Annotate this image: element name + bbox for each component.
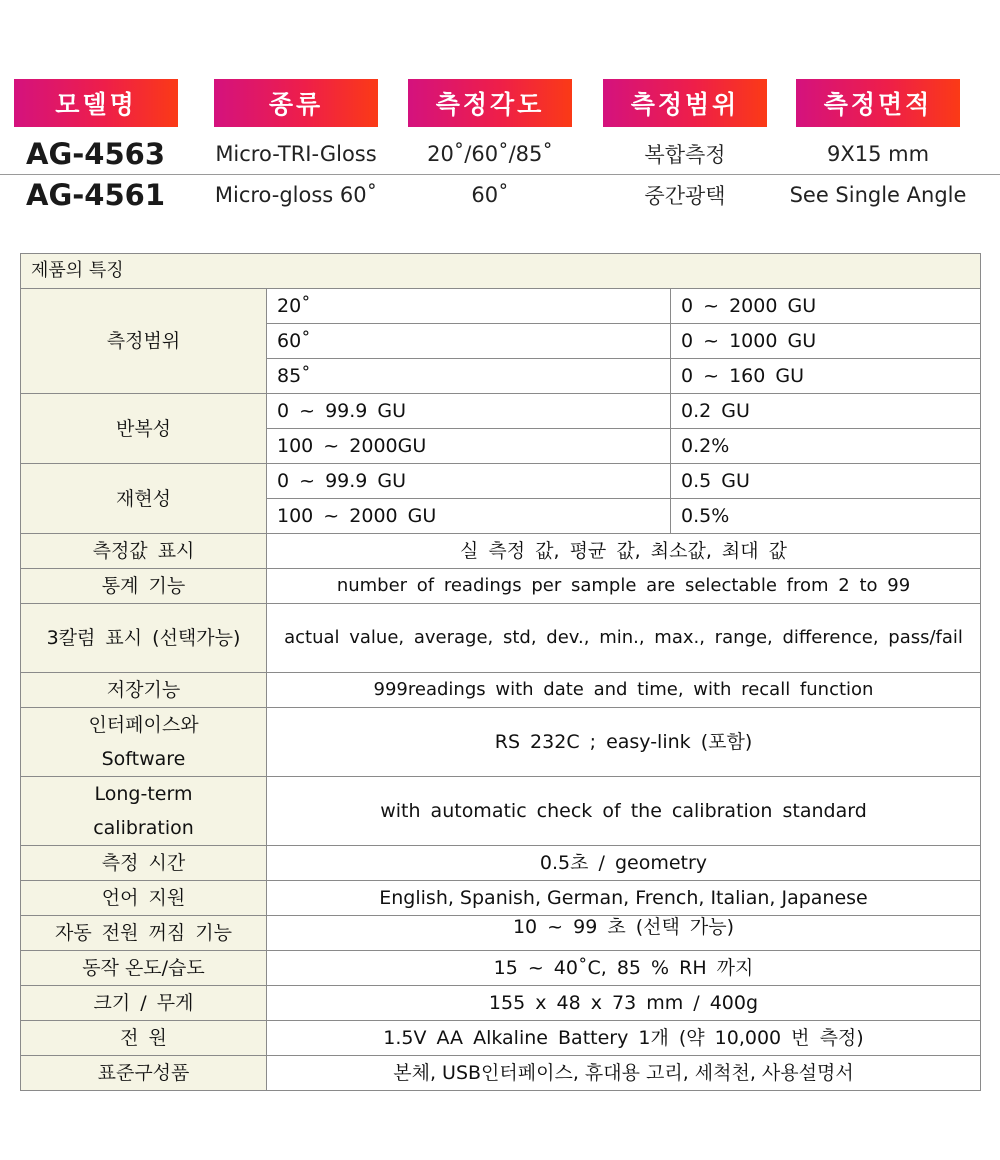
spec-sub-key: 0 ~ 99.9 GU (267, 464, 671, 499)
table-row (21, 254, 981, 289)
table-row (21, 916, 981, 951)
spec-sub-value: 0 ~ 2000 GU (671, 289, 981, 324)
spec-label: 언어 지원 (21, 881, 267, 916)
spec-sub-key: 60˚ (267, 324, 671, 359)
spec-label: 재현성 (21, 464, 267, 534)
table-row (21, 534, 981, 569)
table-row (21, 846, 981, 881)
spec-value: RS 232C ; easy-link (포함) (267, 708, 981, 777)
spec-label: 3칼럼 표시 (선택가능) (21, 604, 267, 673)
spec-value: 10 ~ 99 초 (선택 가능) (267, 916, 981, 951)
model-list (0, 134, 1000, 215)
spec-label: 반복성 (21, 394, 267, 464)
model-angle: 20˚/60˚/85˚ (427, 142, 553, 166)
table-row (21, 951, 981, 986)
spec-sub-value: 0.5% (671, 499, 981, 534)
spec-caption: 제품의 특징 (21, 254, 981, 289)
spec-label: 저장기능 (21, 673, 267, 708)
spec-sub-key: 100 ~ 2000GU (267, 429, 671, 464)
spec-label: 측정값 표시 (21, 534, 267, 569)
model-type: Micro-gloss 60˚ (214, 183, 378, 207)
spec-value: with automatic check of the calibration standard (267, 777, 981, 846)
spec-sub-key: 0 ~ 99.9 GU (267, 394, 671, 429)
table-row (21, 986, 981, 1021)
badge-measure-range: 측정범위 (603, 79, 767, 127)
table-row (21, 708, 981, 777)
model-area: 9X15 mm (826, 142, 930, 166)
badge-type: 종류 (214, 79, 378, 127)
spec-sub-value: 0 ~ 160 GU (671, 359, 981, 394)
model-range: 복합측정 (644, 143, 726, 167)
table-row (21, 673, 981, 708)
table-row (21, 1056, 981, 1091)
spec-value: 155 x 48 x 73 mm / 400g (267, 986, 981, 1021)
spec-label: 통계 기능 (21, 569, 267, 604)
table-row (21, 604, 981, 673)
badge-model-name: 모델명 (14, 79, 178, 127)
table-row (21, 777, 981, 846)
badge-measure-area: 측정면적 (796, 79, 960, 127)
spec-label: 동작 온도/습도 (21, 951, 267, 986)
spec-label: Long-term calibration (21, 777, 267, 846)
spec-value: 15 ~ 40˚C, 85 % RH 까지 (267, 951, 981, 986)
spec-label: 표준구성품 (21, 1056, 267, 1091)
spec-sub-value: 0.2 GU (671, 394, 981, 429)
spec-sub-value: 0.5 GU (671, 464, 981, 499)
spec-table (20, 253, 981, 1091)
spec-sub-key: 100 ~ 2000 GU (267, 499, 671, 534)
table-row (21, 394, 981, 429)
spec-value: number of readings per sample are selectable from 2 to 99 (267, 569, 981, 604)
table-row (21, 289, 981, 324)
table-row (21, 464, 981, 499)
spec-label: 인터페이스와 Software (21, 708, 267, 777)
spec-label: 전 원 (21, 1021, 267, 1056)
spec-label: 크기 / 무게 (21, 986, 267, 1021)
spec-header-badges (0, 79, 1000, 127)
spec-value: 1.5V AA Alkaline Battery 1개 (약 10,000 번 측정) (267, 1021, 981, 1056)
model-row (0, 175, 1000, 215)
model-name: AG-4563 (26, 137, 165, 171)
table-row (21, 1021, 981, 1056)
spec-value: English, Spanish, German, French, Italian, Japanese (267, 881, 981, 916)
spec-value: 0.5초 / geometry (267, 846, 981, 881)
table-row (21, 881, 981, 916)
model-name: AG-4561 (26, 178, 165, 212)
badge-measure-angle: 측정각도 (408, 79, 572, 127)
spec-value: 본체, USB인터페이스, 휴대용 고리, 세척천, 사용설명서 (267, 1056, 981, 1091)
spec-value: 실 측정 값, 평균 값, 최소값, 최대 값 (267, 534, 981, 569)
model-angle: 60˚ (471, 183, 509, 207)
spec-sub-value: 0 ~ 1000 GU (671, 324, 981, 359)
spec-sub-key: 20˚ (267, 289, 671, 324)
model-type: Micro-TRI-Gloss (215, 142, 377, 166)
spec-sub-key: 85˚ (267, 359, 671, 394)
spec-label: 측정 시간 (21, 846, 267, 881)
model-area: See Single Angle (789, 183, 967, 207)
model-row (0, 134, 1000, 175)
table-row (21, 569, 981, 604)
spec-value: actual value, average, std, dev., min., max., range, difference, pass/fail (267, 604, 981, 673)
model-range: 중간광택 (644, 184, 726, 208)
spec-value: 999readings with date and time, with recall function (267, 673, 981, 708)
spec-sub-value: 0.2% (671, 429, 981, 464)
spec-label: 측정범위 (21, 289, 267, 394)
spec-label: 자동 전원 꺼짐 기능 (21, 916, 267, 951)
